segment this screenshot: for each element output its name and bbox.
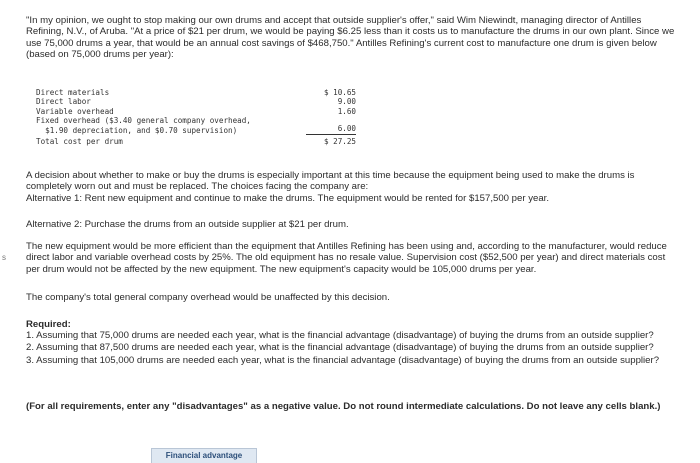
cost-row-total bbox=[36, 137, 356, 146]
cost-label: Variable overhead bbox=[36, 106, 114, 116]
decision-block bbox=[26, 170, 676, 204]
cost-row-fixed-overhead bbox=[36, 116, 356, 135]
margin-mark: s bbox=[2, 253, 6, 262]
cost-amount: 1.60 bbox=[337, 106, 356, 116]
required-heading: Required: bbox=[26, 319, 71, 330]
cost-table bbox=[36, 88, 356, 146]
overhead-paragraph: The company's total general company overhead would be unaffected by this decision. bbox=[26, 292, 390, 303]
total-label: Total cost per drum bbox=[36, 137, 123, 147]
requirements-list bbox=[26, 330, 676, 367]
intro-paragraph: "In my opinion, we ought to stop making our own drums and accept that outside supplier's offer," said Wim Niewindt, managing director of Antilles Refining, N.V., of Aruba. "At a price of $21 per drum, we would be paying $6.25 less than it costs us to manufacture the drums in our own plant. Since we use 75,000 drums a year, that would be an annual cost savings of $468,750." Antilles Refining's current cost to manufacture one drum is given below (based on 75,000 drums per year): bbox=[26, 15, 675, 61]
total-amount: $ 27.25 bbox=[323, 137, 356, 147]
cost-row-direct-labor bbox=[36, 97, 356, 106]
cost-label: Direct labor bbox=[36, 97, 91, 107]
cost-amount: 6.00 bbox=[306, 124, 356, 135]
requirement-1: 1. Assuming that 75,000 drums are needed each year, what is the financial advantage (disadvantage) of buying the drums from an outside supplier? bbox=[26, 330, 654, 341]
tab-financial-advantage[interactable]: Financial advantage bbox=[151, 448, 257, 463]
cost-label: Fixed overhead ($3.40 general company overhead, $1.90 depreciation, and $0.70 supervision) bbox=[36, 116, 251, 135]
alternative-2: Alternative 2: Purchase the drums from an outside supplier at $21 per drum. bbox=[26, 219, 349, 230]
instructions-note: (For all requirements, enter any "disadvantages" as a negative value. Do not round intermediate calculations. Do not leave any cells blank.) bbox=[26, 401, 661, 412]
cost-amount: $ 10.65 bbox=[323, 88, 356, 97]
cost-label: Direct materials bbox=[36, 88, 110, 97]
equipment-paragraph: The new equipment would be more efficient than the equipment that Antilles Refining has been using and, according to the manufacturer, would reduce direct labor and variable overhead costs by 25%. The old equipment has no resale value. Supervision cost ($52,500 per year) and direct materials cost per drum would not be affected by the new equipment. The new equipment's capacity would be 105,000 drums per year. bbox=[26, 241, 667, 275]
cost-row-variable-overhead bbox=[36, 107, 356, 116]
requirement-3: 3. Assuming that 105,000 drums are needed each year, what is the financial advantage (disadvantage) of buying the drums from an outside supplier? bbox=[26, 354, 660, 366]
cost-amount: 9.00 bbox=[337, 97, 356, 107]
decision-paragraph: A decision about whether to make or buy the drums is especially important at this time because the equipment being used to make the drums is completely worn out and must be replaced. The choices facing the company are: bbox=[26, 170, 635, 193]
alternative-1: Alternative 1: Rent new equipment and continue to make the drums. The equipment would be rented for $157,500 per year. bbox=[26, 192, 550, 204]
cost-row-direct-materials bbox=[36, 88, 356, 97]
requirement-2: 2. Assuming that 87,500 drums are needed each year, what is the financial advantage (disadvantage) of buying the drums from an outside supplier? bbox=[26, 342, 654, 354]
